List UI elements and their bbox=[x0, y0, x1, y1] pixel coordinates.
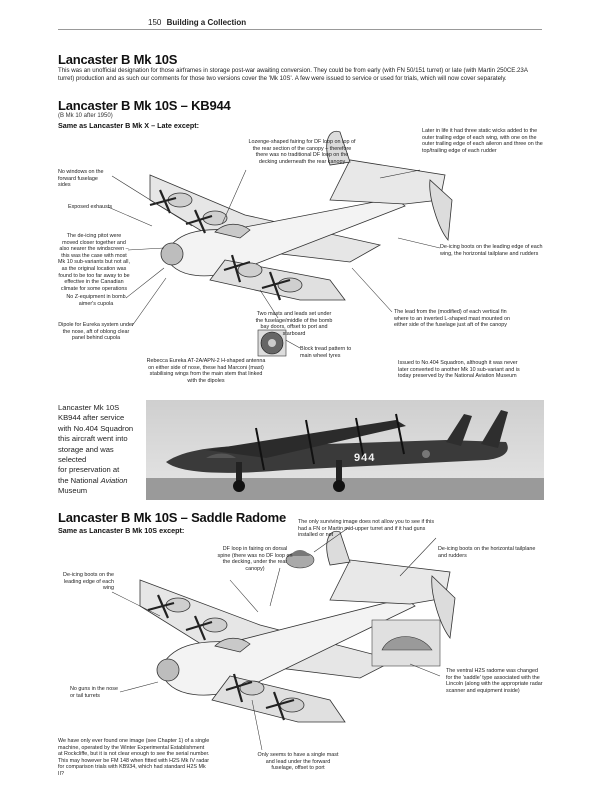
note-block-tread: Block tread pattern to main wheel tyres bbox=[300, 346, 352, 359]
section2-subtitle: (B Mk 10 after 1950) bbox=[58, 113, 113, 119]
note-single-mast: Only seems to have a single mast and lead under the forward fuselage, offset to port bbox=[257, 752, 339, 772]
running-title: Building a Collection bbox=[166, 18, 247, 27]
caption-italic: Aviation bbox=[100, 475, 128, 485]
note-deicing-wing: De-icing boots on the leading edge of each wing, the horizontal tailplane and rudders bbox=[440, 244, 543, 257]
section3-same-as: Same as Lancaster B Mk 10S except: bbox=[58, 526, 185, 535]
note-bottom-text: We have only ever found one image (see Chapter 1) of a single machine, operated by the Winter Experimental Establishment at Rockcliffe, but it is not clear enough to see the serial number. This may however be FM 148 when fitted with H2S Mk IV radar for comparison trials with KB934, which had standard H2S Mk II? bbox=[58, 738, 210, 777]
note-static-wicks: Later in life it had three static wicks added to the outer trailing edge of each wing, with one on the outer trailing edge of each aileron and three on the top/trailing edge of each rudder bbox=[422, 128, 543, 154]
caption-line: storage and was selected bbox=[58, 444, 114, 465]
note-ventral-radome: The ventral H2S radome was changed for the 'saddle' type associated with the Lincoln (along with the appropriate radar scanner and equipment inside) bbox=[446, 668, 543, 694]
caption-line: KB944 after service bbox=[58, 413, 125, 423]
section3-title: Lancaster B Mk 10S – Saddle Radome bbox=[58, 510, 287, 525]
note-deicing-wing-2: De-icing boots on the leading edge of each wing bbox=[63, 572, 114, 592]
note-no-z: No Z-equipment in bomb aimer's cupola bbox=[66, 294, 126, 307]
caption-line: with No.404 Squadron bbox=[58, 423, 134, 433]
section2-title: Lancaster B Mk 10S – KB944 bbox=[58, 98, 231, 113]
caption-line: Lancaster Mk 10S bbox=[58, 403, 120, 412]
note-rebecca: Rebecca Eureka AT-2A/APN-2 H-shaped antenna on either side of nose, these had Marconi (mast) stabilising wings from the main stem that linked with the dipoles bbox=[146, 358, 266, 384]
note-turret: The only surviving image does not allow you to see if this had a FN or Martin mid-upper turret and if it had guns installed or not bbox=[298, 519, 435, 539]
note-lozenge: Lozenge-shaped fairing for DF loop on top of the rear section of the canopy – therefore there was no traditional DF loop on the decking underneath the rear canopy bbox=[248, 139, 356, 165]
note-lead-in: The lead from the (modified) of each vertical fin where to an inverted L-shaped mast mounted on either side of the fuselage just aft of the canopy bbox=[394, 309, 510, 329]
section2-same-as: Same as Lancaster B Mk X – Late except: bbox=[58, 121, 200, 130]
note-exhausts: Exposed exhausts bbox=[68, 204, 113, 210]
note-no-windows: No windows on the forward fuselage sides bbox=[58, 169, 104, 189]
note-deicing-tail: De-icing boots on the horizontal tailplane and rudders bbox=[438, 546, 536, 559]
note-no-guns: No guns in the nose or tail turrets bbox=[70, 686, 118, 699]
note-df-loop: DF loop in fairing on dorsal spine (there was no DF loop on the decking, under the rear canopy) bbox=[217, 546, 293, 572]
caption-line: this aircraft went into bbox=[58, 434, 128, 444]
caption-line: Museum bbox=[58, 486, 88, 496]
fuselage-code: 944 bbox=[354, 452, 376, 464]
section1-intro: This was an unofficial designation for those airframes in storage post-war awaiting conversion. They could be from early (with FN 50/151 turret) or late (with Martin 250CE.23A turret) production and as such our comments for those two versions cover the 'Mk 10S'. A few were issued to service or used for trials, which will now cover separately. bbox=[58, 67, 528, 82]
note-issued: Issued to No.404 Squadron, although it was never later converted to another Mk 10 sub-variant and is today preserved by the National Aviation Museum bbox=[398, 360, 520, 380]
note-dipole: Dipole for Eureka system under the nose, aft of oblong clear panel behind cupola bbox=[58, 322, 134, 342]
caption-line: for preservation at bbox=[58, 465, 120, 475]
caption-text: the National bbox=[58, 475, 101, 485]
note-two-masts: Two masts and leads set under the fuselage/middle of the bomb bay doors, offset to port and starboard bbox=[255, 311, 333, 337]
section1-title: Lancaster B Mk 10S bbox=[58, 52, 178, 67]
note-pitot: The de-icing pitot were moved closer together and also nearer the windscreen – this was the case with most Mk 10 sub-variants but not all, as the original location was found to be too far away to be effective in the Canadian climate for some operations bbox=[58, 233, 130, 292]
page-number: 150 bbox=[148, 18, 162, 27]
radome-inset bbox=[372, 620, 440, 666]
